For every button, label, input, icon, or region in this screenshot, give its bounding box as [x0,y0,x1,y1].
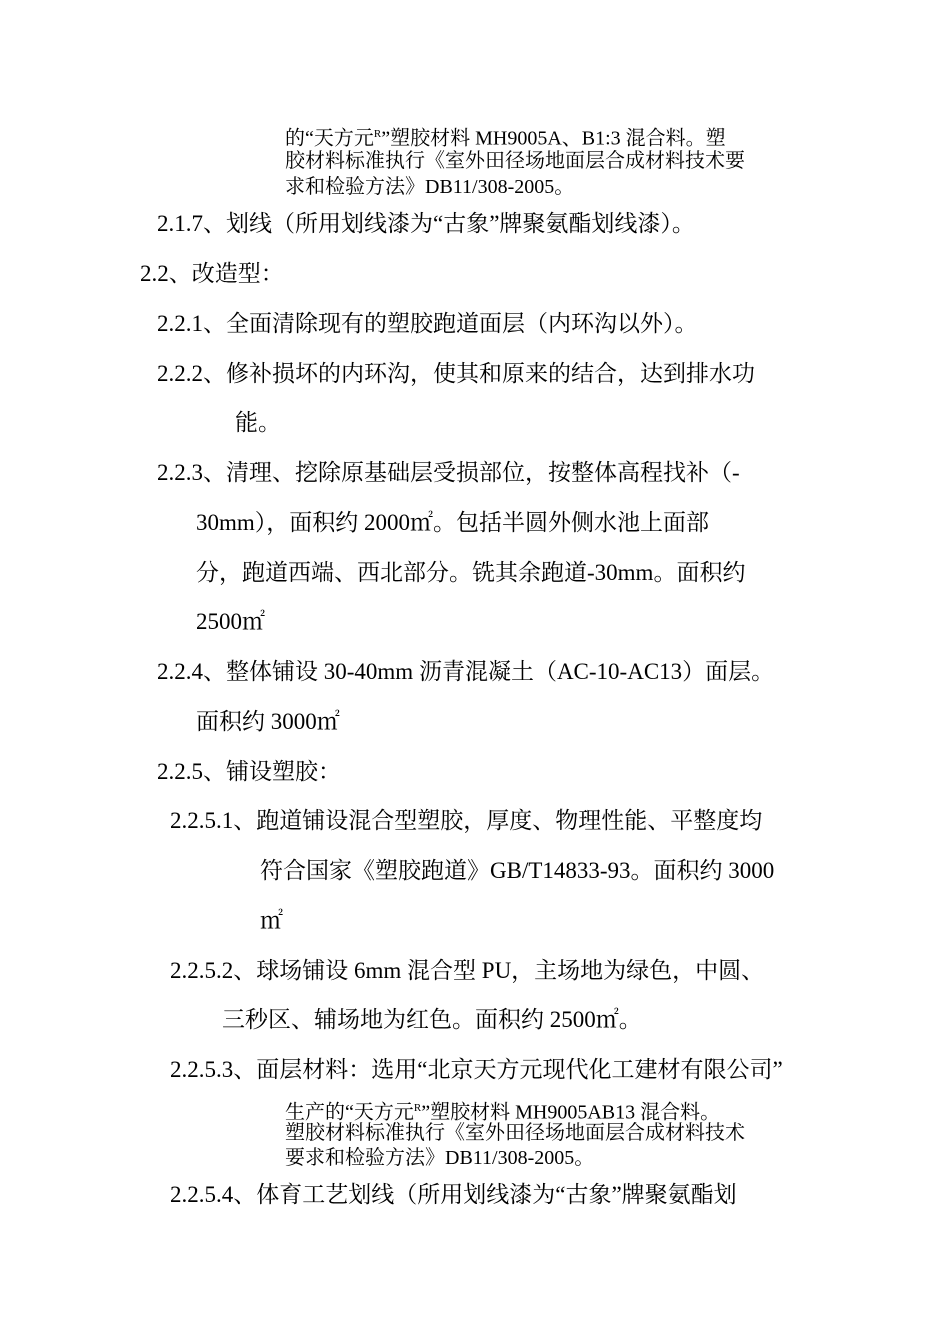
section-heading-2-2-3: 2.2.3、清理、挖除原基础层受损部位，按整体高程找补（- [157,460,740,485]
section-heading-2-2-5-4: 2.2.5.4、体育工艺划线（所用划线漆为“古象”牌聚氨酯划 [170,1182,737,1207]
paragraph-line: ㎡ [260,908,283,933]
paragraph-line: 能。 [235,410,281,435]
paragraph-line: 面积约 3000㎡ [196,709,340,734]
section-heading-2-2-5-3: 2.2.5.3、面层材料：选用“北京天方元现代化工建材有限公司” [170,1057,783,1082]
paragraph-line: 的“天方元$^R$”塑胶材料 MH9005A、B1:3 混合料。塑 [285,127,726,150]
paragraph-line: 分，跑道西端、西北部分。铣其余跑道-30mm。面积约 [196,560,746,585]
paragraph-line: 三秒区、辅场地为红色。面积约 2500㎡。 [222,1007,642,1032]
paragraph-line: 30mm），面积约 2000㎡。包括半圆外侧水池上面部 [196,510,710,535]
paragraph-line: 2500㎡ [196,609,265,634]
registered-mark: R [373,128,382,140]
paragraph-line: 求和检验方法》DB11/308-2005。 [285,176,575,198]
section-heading-2-2-5-2: 2.2.5.2、球场铺设 6mm 混合型 PU，主场地为绿色，中圆、 [170,958,765,983]
paragraph-line: 符合国家《塑胶跑道》GB/T14833-93。面积约 3000 [260,858,775,883]
paragraph-line: 要求和检验方法》DB11/308-2005。 [285,1147,595,1169]
section-heading-2-2-4: 2.2.4、整体铺设 30-40mm 沥青混凝土（AC-10-AC13）面层。 [157,659,775,684]
paragraph-line: 生产的“天方元$^R$”塑胶材料 MH9005AB13 混合料。 [285,1101,721,1124]
section-heading-2-2-1: 2.2.1、全面清除现有的塑胶跑道面层（内环沟以外）。 [157,311,698,336]
paragraph-line: 胶材料标准执行《室外田径场地面层合成材料技术要 [285,150,745,172]
paragraph-line: 塑胶材料标准执行《室外田径场地面层合成材料技术 [285,1122,745,1144]
section-heading-2-2-2: 2.2.2、修补损坏的内环沟，使其和原来的结合，达到排水功 [157,361,755,386]
section-heading-2-2-5: 2.2.5、铺设塑胶： [157,759,341,784]
registered-mark: R [413,1102,422,1114]
section-heading-2-2-5-1: 2.2.5.1、跑道铺设混合型塑胶，厚度、物理性能、平整度均 [170,808,763,833]
section-heading-2-2: 2.2、改造型： [140,261,284,286]
section-heading-2-1-7: 2.1.7、划线（所用划线漆为“古象”牌聚氨酯划线漆）。 [157,211,695,236]
